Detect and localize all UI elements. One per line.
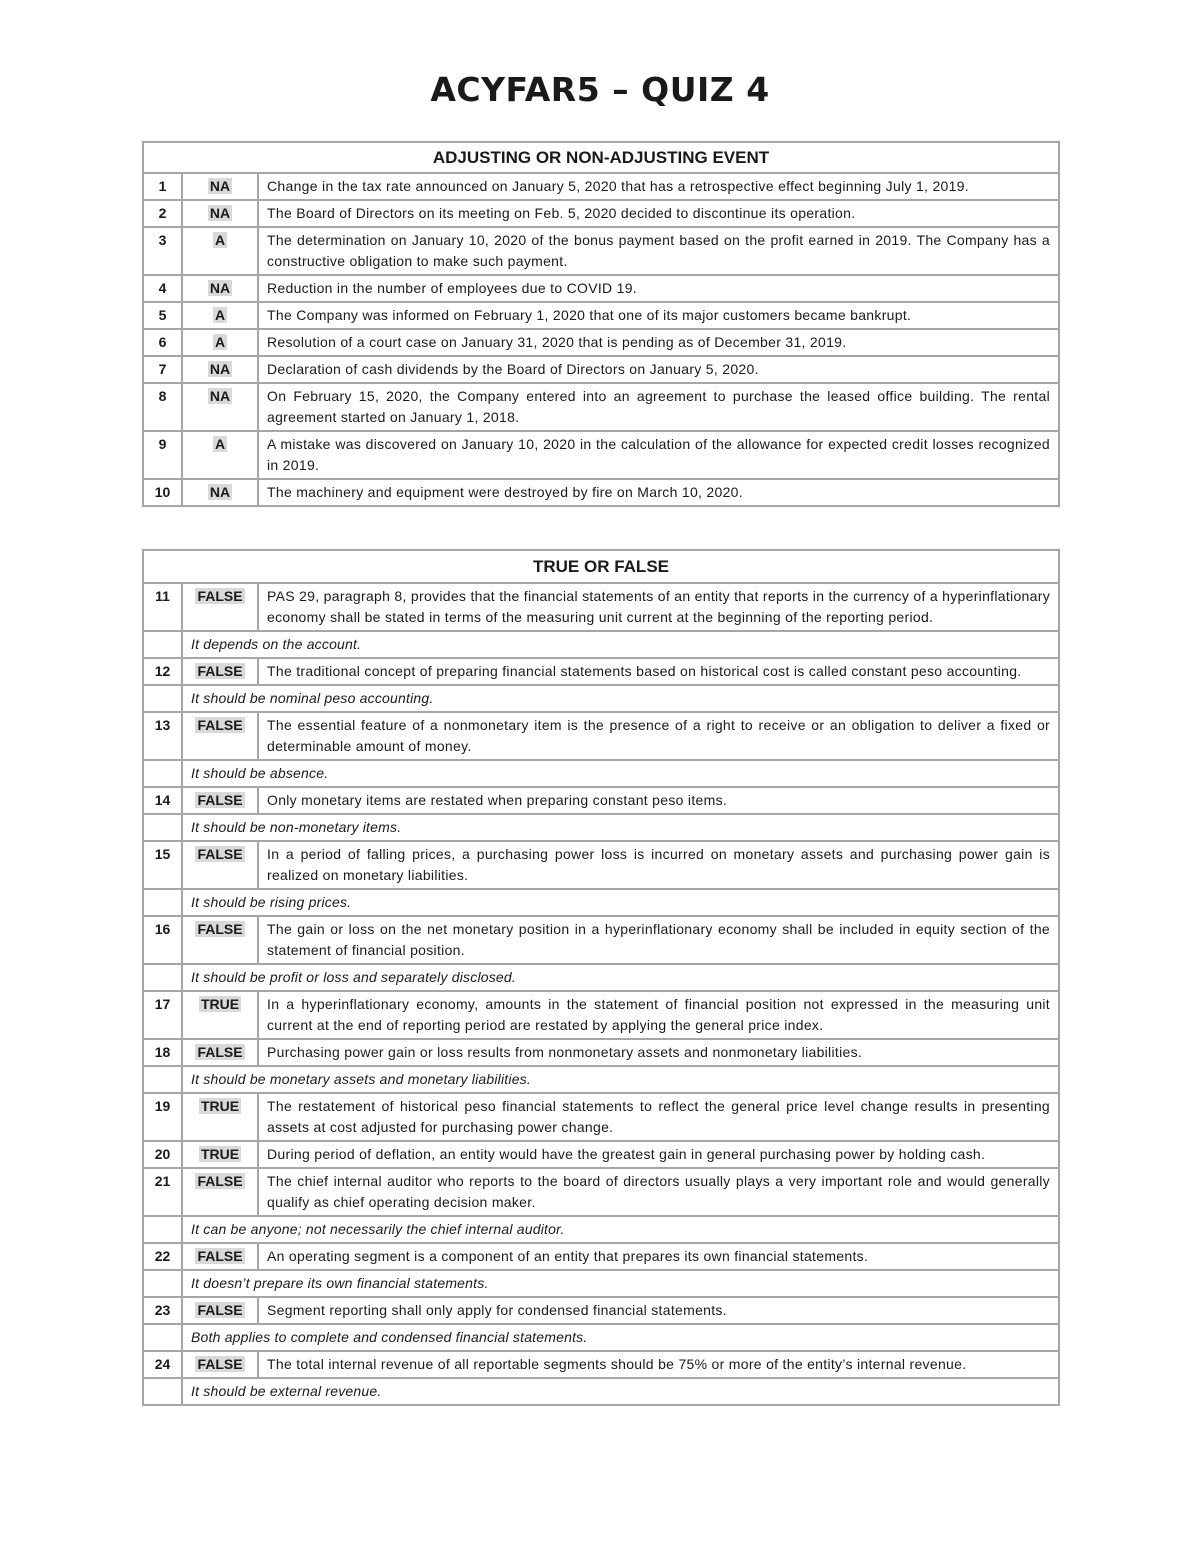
section-heading: ADJUSTING OR NON-ADJUSTING EVENT [143, 142, 1059, 173]
statement-text: The restatement of historical peso financial statements to reflect the general price level change results in presenting assets at cost adjusted for purchasing power change. [258, 1093, 1059, 1141]
table-row [143, 1141, 1059, 1168]
answer-cell [182, 1351, 258, 1378]
answer-highlight: FALSE [197, 663, 243, 679]
answer-cell [182, 658, 258, 685]
answer-highlight: NA [209, 361, 231, 377]
answer-highlight: TRUE [200, 1146, 240, 1162]
table-row [143, 712, 1059, 760]
item-number: 10 [143, 479, 182, 506]
table-row [143, 173, 1059, 200]
note-row [143, 1270, 1059, 1297]
statement-text: The chief internal auditor who reports to the board of directors usually plays a very important role and would generally qualify as chief operating decision maker. [258, 1168, 1059, 1216]
answer-highlight: FALSE [197, 792, 243, 808]
statement-text: The machinery and equipment were destroyed by fire on March 10, 2020. [258, 479, 1059, 506]
table-body [143, 583, 1059, 1405]
answer-cell [182, 583, 258, 631]
statement-text: Segment reporting shall only apply for condensed financial statements. [258, 1297, 1059, 1324]
item-number: 11 [143, 583, 182, 631]
table-row [143, 658, 1059, 685]
item-number: 19 [143, 1093, 182, 1141]
note-spacer [143, 631, 182, 658]
table-row [143, 383, 1059, 431]
answer-cell [182, 1243, 258, 1270]
table-body [143, 173, 1059, 506]
table-row [143, 787, 1059, 814]
note-row [143, 1324, 1059, 1351]
statement-text: The traditional concept of preparing financial statements based on historical cost is called constant peso accounting. [258, 658, 1059, 685]
document-title: ACYFAR5 – QUIZ 4 [430, 70, 770, 109]
table-row [143, 227, 1059, 275]
statement-text: Purchasing power gain or loss results from nonmonetary assets and nonmonetary liabilities. [258, 1039, 1059, 1066]
answer-highlight: NA [209, 205, 231, 221]
table-row [143, 302, 1059, 329]
true-false-table [142, 549, 1060, 1406]
answer-highlight: FALSE [197, 717, 243, 733]
answer-highlight: NA [209, 280, 231, 296]
table-row [143, 200, 1059, 227]
table-row [143, 479, 1059, 506]
statement-text: The essential feature of a nonmonetary item is the presence of a right to receive or an obligation to deliver a fixed or determinable amount of money. [258, 712, 1059, 760]
item-number: 3 [143, 227, 182, 275]
statement-text: In a hyperinflationary economy, amounts in the statement of financial position not expressed in the measuring unit current at the end of reporting period are restated by applying the general price index. [258, 991, 1059, 1039]
answer-cell [182, 383, 258, 431]
item-number: 8 [143, 383, 182, 431]
table-row [143, 329, 1059, 356]
answer-cell [182, 275, 258, 302]
table-row [143, 275, 1059, 302]
note-spacer [143, 1324, 182, 1351]
item-number: 15 [143, 841, 182, 889]
answer-cell [182, 1093, 258, 1141]
item-number: 14 [143, 787, 182, 814]
item-number: 7 [143, 356, 182, 383]
answer-cell [182, 200, 258, 227]
item-number: 21 [143, 1168, 182, 1216]
table-row [143, 841, 1059, 889]
table-row [143, 356, 1059, 383]
answer-cell [182, 227, 258, 275]
answer-highlight: FALSE [197, 588, 243, 604]
statement-text: On February 15, 2020, the Company entered into an agreement to purchase the leased office building. The rental agreement started on January 1, 2018. [258, 383, 1059, 431]
answer-highlight: NA [209, 484, 231, 500]
statement-text: The determination on January 10, 2020 of the bonus payment based on the profit earned in 2019. The Company has a constructive obligation to make such payment. [258, 227, 1059, 275]
item-number: 24 [143, 1351, 182, 1378]
answer-cell [182, 841, 258, 889]
answer-cell [182, 173, 258, 200]
note-row [143, 631, 1059, 658]
note-spacer [143, 814, 182, 841]
statement-text: Reduction in the number of employees due to COVID 19. [258, 275, 1059, 302]
note-row [143, 685, 1059, 712]
answer-highlight: FALSE [197, 1248, 243, 1264]
note-spacer [143, 964, 182, 991]
note-row [143, 964, 1059, 991]
answer-highlight: TRUE [200, 1098, 240, 1114]
note-spacer [143, 1216, 182, 1243]
table-row [143, 1039, 1059, 1066]
statement-text: In a period of falling prices, a purchasing power loss is incurred on monetary assets and purchasing power gain is realized on monetary liabilities. [258, 841, 1059, 889]
note-spacer [143, 760, 182, 787]
table-row [143, 916, 1059, 964]
answer-cell [182, 916, 258, 964]
statement-text: Only monetary items are restated when preparing constant peso items. [258, 787, 1059, 814]
note-row [143, 1066, 1059, 1093]
answer-cell [182, 329, 258, 356]
answer-cell [182, 302, 258, 329]
answer-highlight: A [214, 307, 226, 323]
answer-cell [182, 991, 258, 1039]
explanation-note: It should be profit or loss and separately disclosed. [182, 964, 1059, 991]
note-spacer [143, 1066, 182, 1093]
item-number: 1 [143, 173, 182, 200]
table-row [143, 1093, 1059, 1141]
note-spacer [143, 1378, 182, 1405]
item-number: 12 [143, 658, 182, 685]
answer-highlight: A [214, 334, 226, 350]
item-number: 5 [143, 302, 182, 329]
item-number: 20 [143, 1141, 182, 1168]
item-number: 13 [143, 712, 182, 760]
table-row [143, 583, 1059, 631]
explanation-note: Both applies to complete and condensed financial statements. [182, 1324, 1059, 1351]
section-heading: TRUE OR FALSE [143, 550, 1059, 583]
explanation-note: It can be anyone; not necessarily the chief internal auditor. [182, 1216, 1059, 1243]
explanation-note: It should be external revenue. [182, 1378, 1059, 1405]
statement-text: Resolution of a court case on January 31, 2020 that is pending as of December 31, 2019. [258, 329, 1059, 356]
statement-text: The total internal revenue of all reportable segments should be 75% or more of the entity’s internal revenue. [258, 1351, 1059, 1378]
answer-cell [182, 712, 258, 760]
answer-cell [182, 431, 258, 479]
answer-cell [182, 356, 258, 383]
explanation-note: It should be monetary assets and monetary liabilities. [182, 1066, 1059, 1093]
explanation-note: It should be non-monetary items. [182, 814, 1059, 841]
explanation-note: It should be nominal peso accounting. [182, 685, 1059, 712]
explanation-note: It doesn’t prepare its own financial statements. [182, 1270, 1059, 1297]
item-number: 9 [143, 431, 182, 479]
answer-highlight: FALSE [197, 846, 243, 862]
explanation-note: It should be absence. [182, 760, 1059, 787]
note-row [143, 1378, 1059, 1405]
note-row [143, 889, 1059, 916]
explanation-note: It depends on the account. [182, 631, 1059, 658]
answer-cell [182, 1039, 258, 1066]
answer-highlight: FALSE [197, 921, 243, 937]
note-spacer [143, 889, 182, 916]
answer-highlight: NA [209, 178, 231, 194]
item-number: 17 [143, 991, 182, 1039]
statement-text: The gain or loss on the net monetary position in a hyperinflationary economy shall be included in equity section of the statement of financial position. [258, 916, 1059, 964]
note-row [143, 1216, 1059, 1243]
answer-highlight: A [214, 232, 226, 248]
statement-text: The Company was informed on February 1, 2020 that one of its major customers became bankrupt. [258, 302, 1059, 329]
table-row [143, 1168, 1059, 1216]
item-number: 22 [143, 1243, 182, 1270]
note-spacer [143, 1270, 182, 1297]
item-number: 2 [143, 200, 182, 227]
answer-highlight: FALSE [197, 1302, 243, 1318]
table-row [143, 431, 1059, 479]
item-number: 23 [143, 1297, 182, 1324]
answer-highlight: FALSE [197, 1173, 243, 1189]
answer-cell [182, 479, 258, 506]
statement-text: The Board of Directors on its meeting on Feb. 5, 2020 decided to discontinue its operation. [258, 200, 1059, 227]
table-row [143, 1243, 1059, 1270]
answer-highlight: A [214, 436, 226, 452]
item-number: 18 [143, 1039, 182, 1066]
item-number: 16 [143, 916, 182, 964]
answer-cell [182, 1141, 258, 1168]
statement-text: An operating segment is a component of an entity that prepares its own financial statements. [258, 1243, 1059, 1270]
statement-text: Change in the tax rate announced on January 5, 2020 that has a retrospective effect beginning July 1, 2019. [258, 173, 1059, 200]
answer-highlight: NA [209, 388, 231, 404]
statement-text: Declaration of cash dividends by the Board of Directors on January 5, 2020. [258, 356, 1059, 383]
answer-highlight: FALSE [197, 1044, 243, 1060]
statement-text: PAS 29, paragraph 8, provides that the financial statements of an entity that reports in the currency of a hyperinflationary economy shall be stated in terms of the measuring unit current at the beginning of the reporting period. [258, 583, 1059, 631]
note-row [143, 814, 1059, 841]
answer-cell [182, 1297, 258, 1324]
table-row [143, 991, 1059, 1039]
statement-text: A mistake was discovered on January 10, 2020 in the calculation of the allowance for expected credit losses recognized in 2019. [258, 431, 1059, 479]
table-row [143, 1351, 1059, 1378]
adjusting-events-table [142, 141, 1060, 507]
note-spacer [143, 685, 182, 712]
statement-text: During period of deflation, an entity would have the greatest gain in general purchasing power by holding cash. [258, 1141, 1059, 1168]
table-row [143, 1297, 1059, 1324]
answer-cell [182, 1168, 258, 1216]
note-row [143, 760, 1059, 787]
answer-cell [182, 787, 258, 814]
item-number: 4 [143, 275, 182, 302]
answer-highlight: TRUE [200, 996, 240, 1012]
item-number: 6 [143, 329, 182, 356]
answer-highlight: FALSE [197, 1356, 243, 1372]
explanation-note: It should be rising prices. [182, 889, 1059, 916]
